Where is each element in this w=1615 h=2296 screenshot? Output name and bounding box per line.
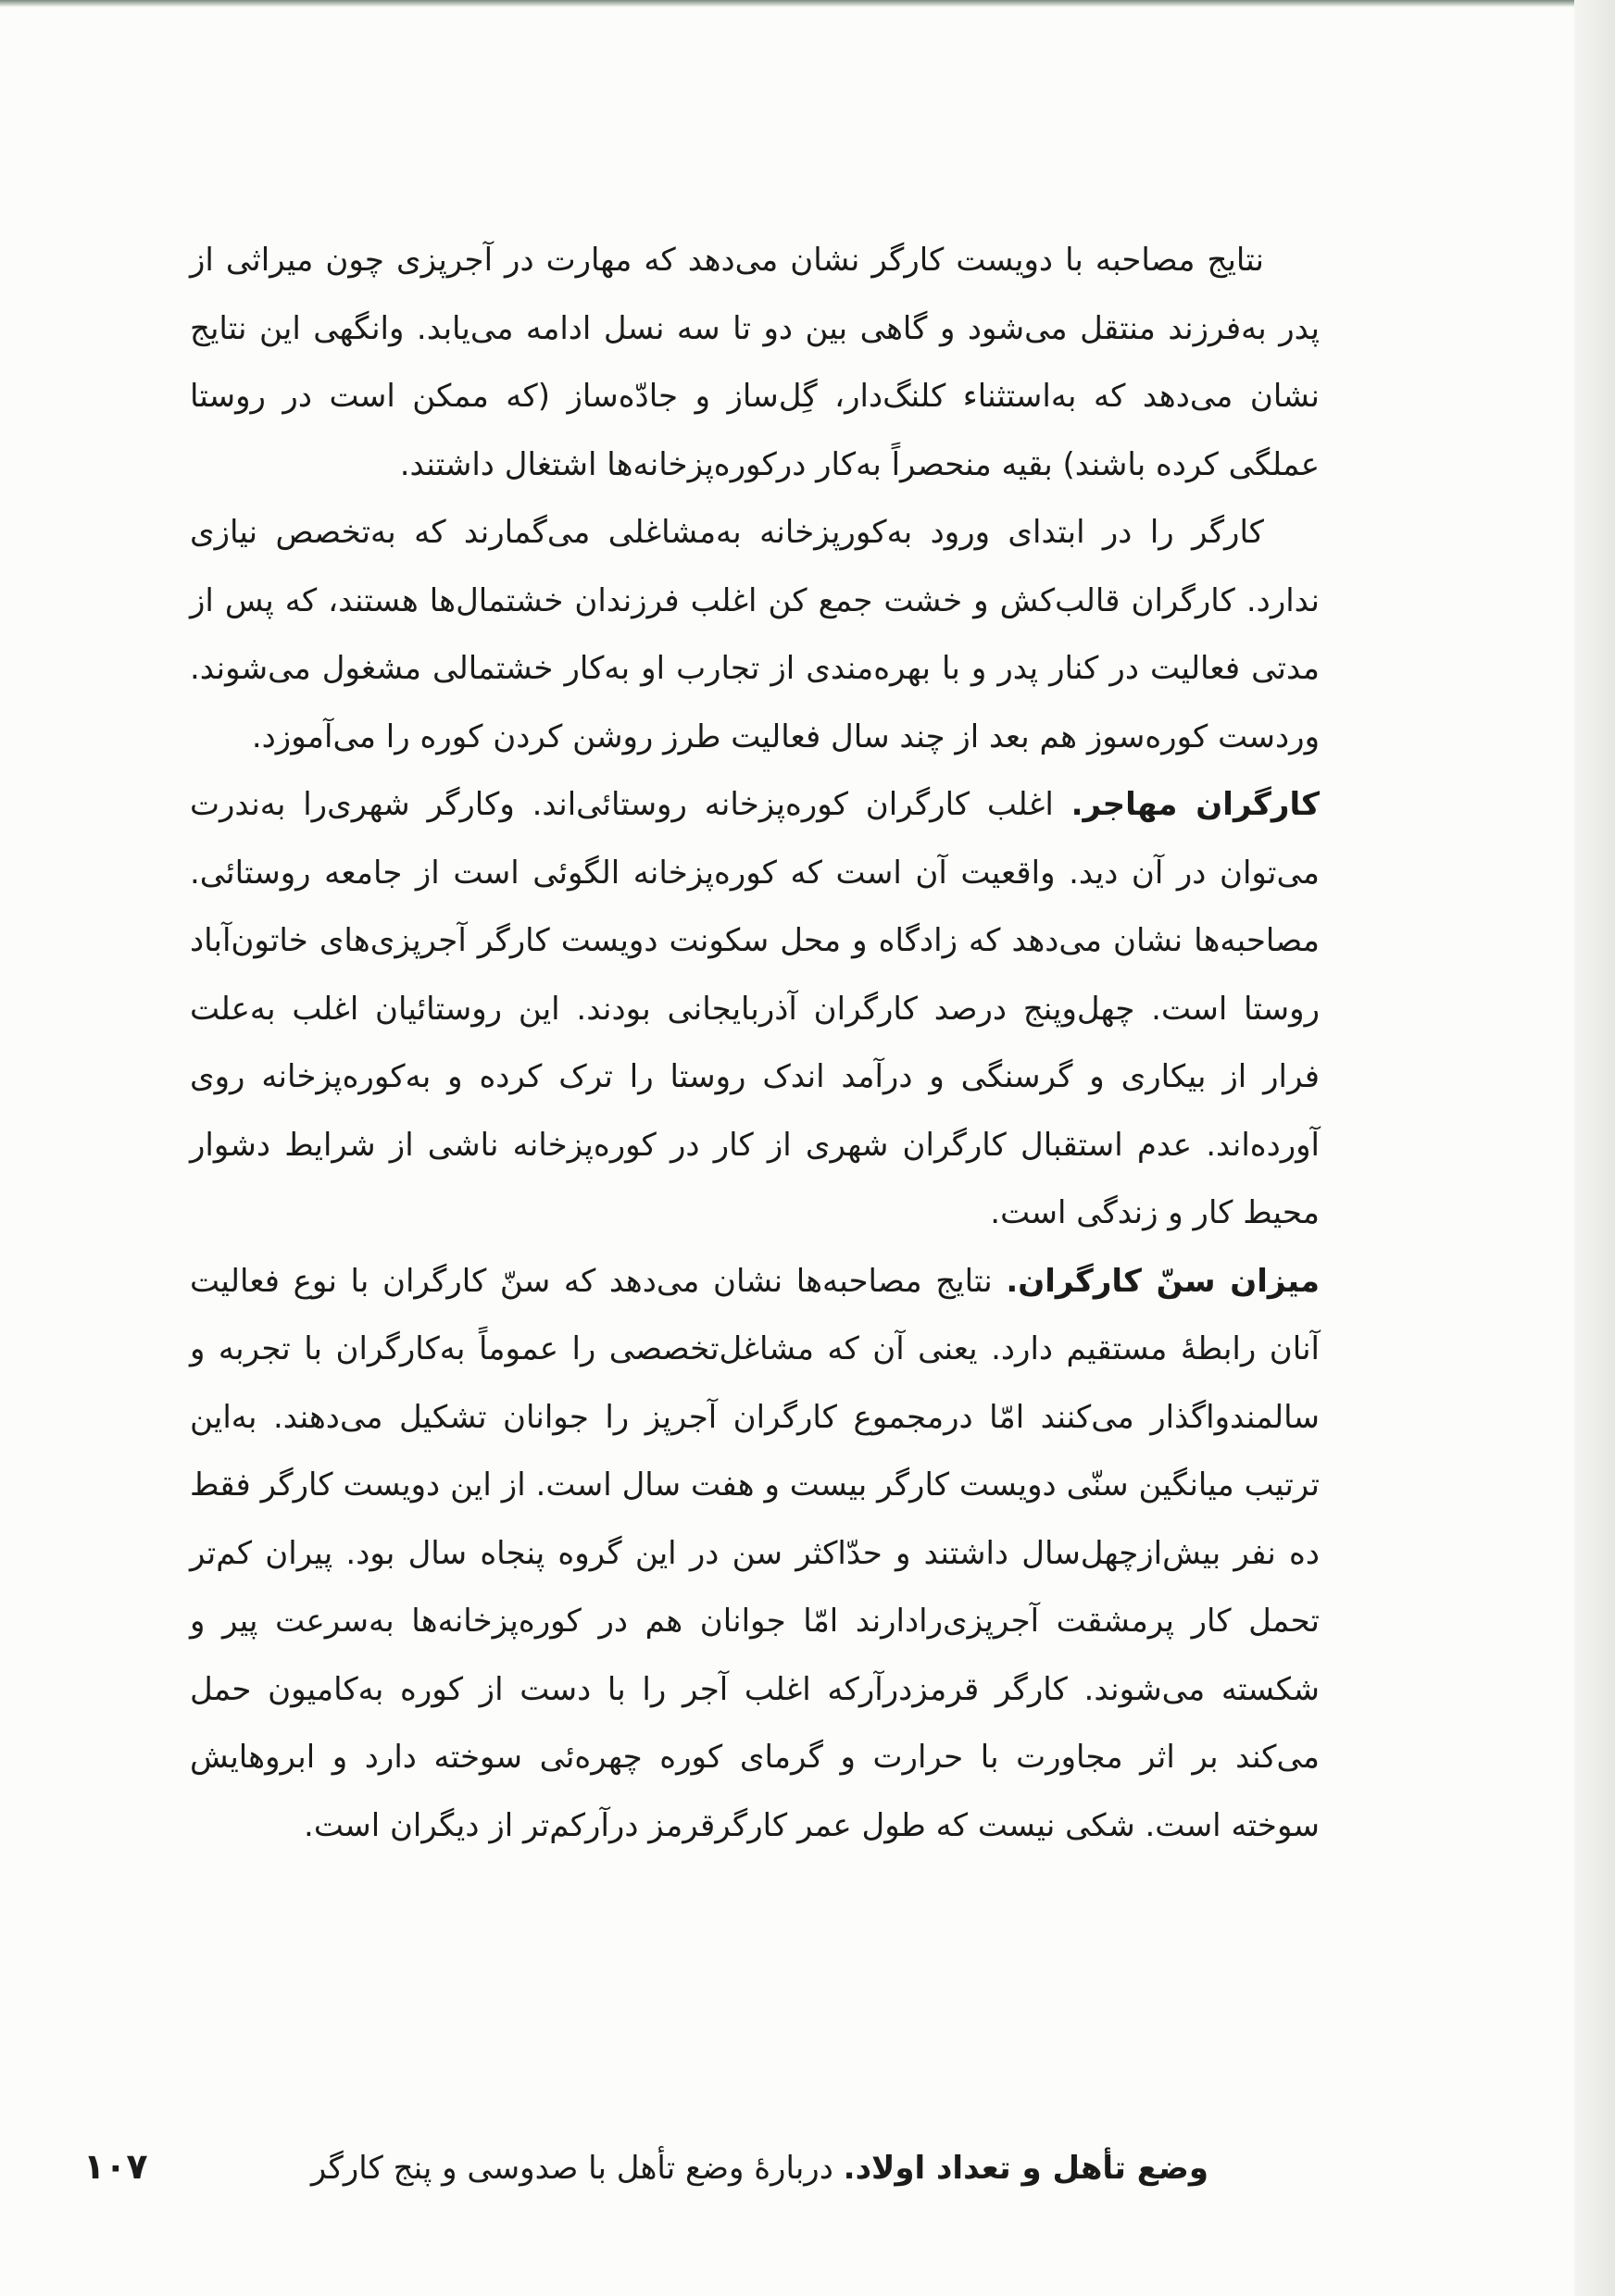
body-text [190, 227, 1320, 1860]
paragraph-migrant-workers [190, 771, 1320, 1248]
scan-right-edge [1574, 0, 1615, 2296]
section-heading: وضع تأهل و تعداد اولاد. [843, 2150, 1208, 2187]
paragraph-text: نتایج مصاحبه‌ها نشان می‌دهد که سنّ کارگران با نوع فعالیت آنان رابطهٔ مستقیم دارد. یعنی آن که مشاغل‌تخصصی را عموماً به‌کارگران با تجربه و سالمندواگذار می‌کنند امّا درمجموع کارگران آجرپز را جوانان تشکیل می‌دهند. به‌این ترتیب میانگین سنّی دویست کارگر بیست و هفت سال است. از این دویست کارگر فقط ده نفر بیش‌ازچهل‌سال داشتند و حدّاکثر سن در این گروه پنجاه سال بود. پیران کم‌تر تحمل کار پرمشقت آجرپزی‌رادارند امّا جوانان هم در کوره‌پزخانه‌ها به‌سرعت پیر و شکسته می‌شوند. کارگر قرمزدرآرکه اغلب آجر را با دست از کوره به‌کامیون حمل می‌کند بر اثر مجاورت با حرارت و گرمای کوره چهره‌ئی سوخته دارد و ابروهایش سوخته است. شکی نیست که طول عمر کارگرقرمز درآرکم‌تر از دیگران است. [190, 1262, 1320, 1844]
paragraph-worker-age [190, 1248, 1320, 1861]
paragraph-text: کارگر را در ابتدای ورود به‌کورپزخانه به‌مشاغلی می‌گمارند که به‌تخصص نیازی ندارد. کارگران قالب‌کش و خشت جمع کن اغلب فرزندان خشتمال‌ها هستند، که پس از مدتی فعالیت در کنار پدر و با بهره‌مندی از تجارب او به‌کار خشتمالی مشغول می‌شوند. وردست کوره‌سوز هم بعد از چند سال فعالیت طرز روشن کردن کوره را می‌آموزد. [190, 514, 1320, 755]
paragraph [190, 227, 1320, 499]
section-heading: میزان سنّ کارگران. [1006, 1262, 1321, 1300]
paragraph-text: نتایج مصاحبه با دویست کارگر نشان می‌دهد که مهارت در آجرپزی چون میراثی از پدر به‌فرزند منتقل می‌شود و گاهی بین دو تا سه نسل ادامه می‌یابد. وانگهی این نتایج نشان می‌دهد که به‌استثناء کلنگ‌دار، گِل‌ساز و جادّه‌ساز (که ممکن است در روستا عملگی کرده باشند) بقیه منحصراً به‌کار درکوره‌پزخانه‌ها اشتغال داشتند. [190, 242, 1320, 483]
paragraph [190, 499, 1320, 771]
scan-top-edge [0, 0, 1615, 7]
paragraph-text: دربارهٔ وضع تأهل با صدوسی و پنج کارگر [310, 2150, 844, 2187]
paragraph-marital-status [190, 2135, 1208, 2203]
section-heading: کارگران مهاجر. [1070, 786, 1320, 823]
page-number: ۱۰۷ [83, 2146, 148, 2187]
paragraph-text: اغلب کارگران کوره‌پزخانه روستائی‌اند. وکارگر شهری‌را به‌ندرت می‌توان در آن دید. واقعیت آن است که کوره‌پزخانه الگوئی است از جامعه روستائی. مصاحبه‌ها نشان می‌دهد که زادگاه و محل سکونت دویست کارگر آجرپزی‌های خاتون‌آباد روستا است. چهل‌وپنج درصد کارگران آذربایجانی بودند. این روستائیان اغلب به‌علت فرار از بیکاری و گرسنگی و درآمد اندک روستا را ترک کرده و به‌کوره‌پزخانه روی آورده‌اند. عدم استقبال کارگران شهری از کار در کوره‌پزخانه ناشی از شرایط دشوار محیط کار و زندگی است. [190, 786, 1320, 1231]
